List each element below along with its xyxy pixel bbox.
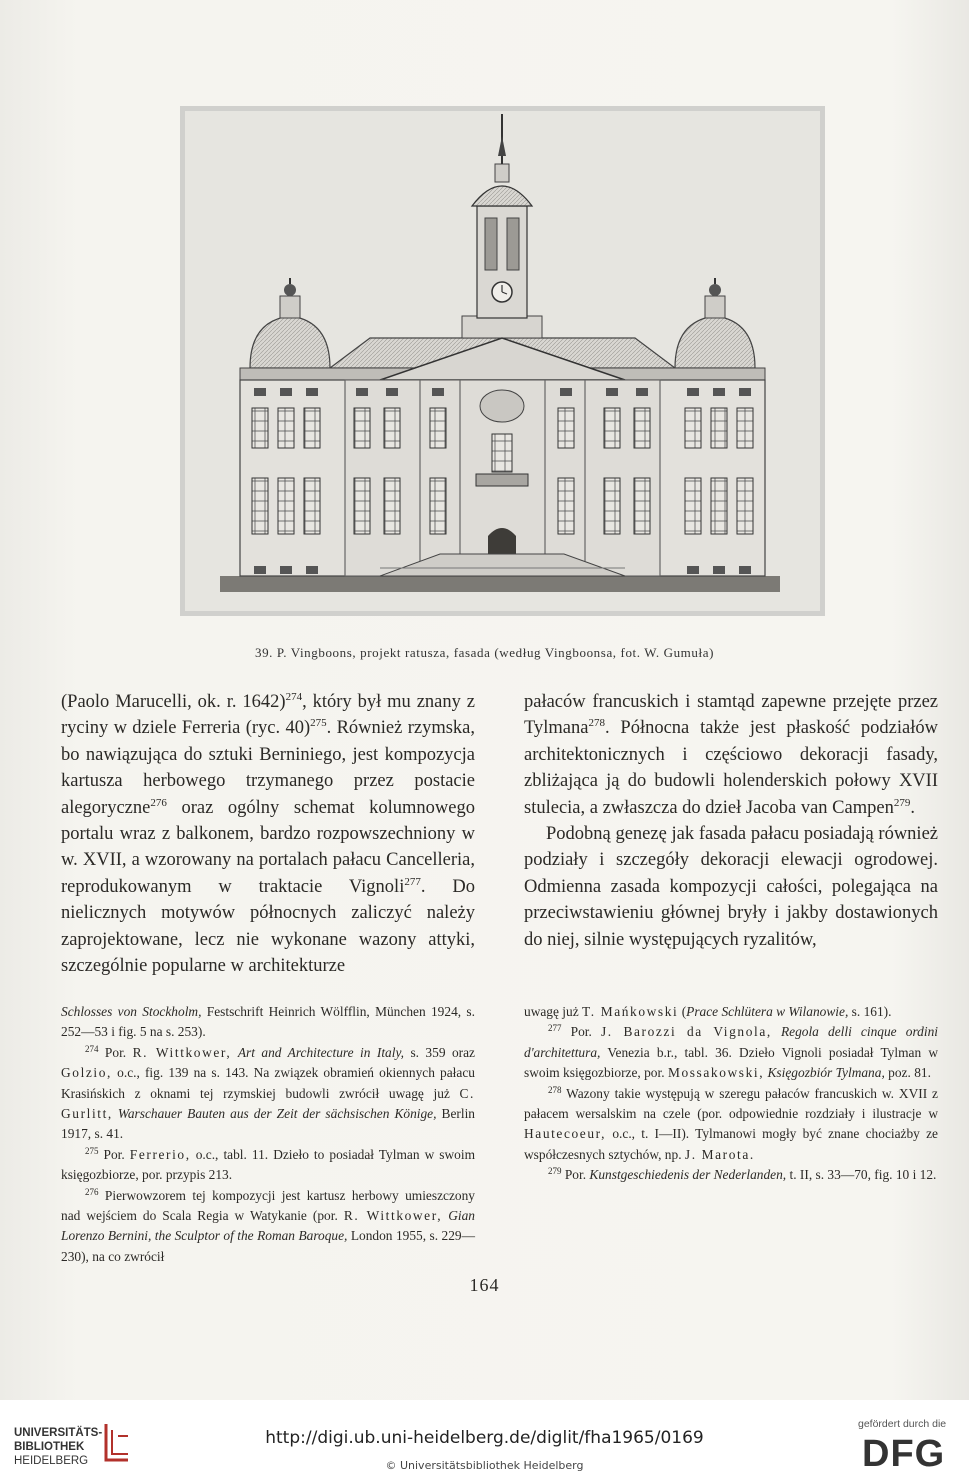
footer-url-link[interactable]: http://digi.ub.uni-heidelberg.de/diglit/fha1965/0169 [265, 1428, 704, 1448]
footer-copyright: © Universitätsbibliothek Heidelberg [385, 1459, 584, 1472]
footnote-275: $^{275}$ Por. Ferrerio, o.c., tabl. 11. Dzieło to posiadał Tylman w swoim księgozbiorze, por. przypis 213. [61, 1145, 475, 1183]
library-logo-text: UNIVERSITÄTS- BIBLIOTHEK HEIDELBERG [14, 1427, 103, 1467]
sponsor-note: gefördert durch die [858, 1418, 947, 1430]
cartouche [480, 390, 524, 422]
footnote-276: $^{276}$ Pierwowzorem tej kompozycji jest kartusz herbowy umieszczony nad wejściem do Scala Regia w Watykanie (por. R. Wittkower, Gian Lorenzo Bernini, the Sculptor of the Roman Baroque, London 1955, s. 229—230), na co zwrócił [61, 1186, 476, 1264]
facade-engraving [180, 106, 825, 616]
dfg-logo: DFG [862, 1433, 946, 1475]
footnote-continuation: uwagę już T. Mańkowski (Prace Schlütera w Wilanowie, s. 161). [524, 1004, 892, 1019]
footnote-continuation: Schlosses von Stockholm, Festschrift Heinrich Wölfflin, München 1924, s. 252—53 i fig. 5 na s. 253). [61, 1004, 475, 1040]
footnote-279: $^{279}$ Por. Kunstgeschiedenis der Nederlanden, t. II, s. 33—70, fig. 10 i 12. [548, 1166, 937, 1183]
ground-line [220, 576, 780, 592]
body-paragraph: Podobną genezę jak fasada pałacu posiadają również podziały i szczegóły dekoracji elewacji ogrodowej. Odmienna zasada kompozycji całości, polegająca na przeciwstawieniu głównej bryły i jakby dostawionych do niej, silnie występujących ryzalitów, [524, 824, 938, 950]
footnotes-left [61, 1002, 475, 1267]
footnote-277: $^{277}$ Por. J. Barozzi da Vignola, Regola delli cinque ordini d'architettura, Venezia b.r., tabl. 36. Dzieło Vignoli posiadał Tylman w swoim księgozbiorze, por. Mossakowski, Księgozbiór Tylmana, poz. 81. [524, 1023, 938, 1081]
facade-illustration [180, 106, 825, 616]
footnote-278: $^{278}$ Wazony takie występują w szeregu pałaców francuskich w. XVII z pałacem wersalskim na czele (por. odpowiednie rozdziały i ilustracje w Hautecoeur, o.c., t. I—II). Tylmanowi mogły być znane chociażby ze współczesnych sztychów, np. J. Marota. [524, 1084, 938, 1162]
body-column-right [524, 689, 938, 953]
footnote-274: $^{274}$ Por. R. Wittkower, Art and Architecture in Italy, s. 359 oraz Golzio, o.c., fig. 139 na s. 143. Na związek obramień okiennych pałacu Krasińskich z oknami tej rzymskiej budowli zwrócił uwagę już C. Gurlitt, Warschauer Bauten aus der Zeit der sächsischen Könige, Berlin 1917, s. 41. [61, 1043, 475, 1142]
body-column-left [61, 689, 475, 979]
body-paragraph: pałaców francuskich i stamtąd zapewne przejęte przez Tylmana$^{278}$. Północna także jest płaskość podziałów architektonicznych i częściowo dekoracji fasady, zbliżająca ją do budowli holenderskich połowy XVII stulecia, a zwłaszcza do dzieł Jacoba van Campen$^{279}$. [524, 692, 938, 818]
body-paragraph: (Paolo Marucelli, ok. r. 1642)$^{274}$, który był mu znany z ryciny w dziele Ferreria (ryc. 40)$^{275}$. Również rzymska, bo nawiązująca do sztuki Berniniego, jest kompozycja kartusza herbowego trzymanego przez postacie alegoryczne$^{276}$ oraz ogólny schemat kolumnowego portalu wraz z balkonem, bardzo rozpowszechniony w w. XVII, a wzorowany na portalach pałacu Cancelleria, reprodukowanym w traktacie Vignoli$^{277}$. Do nielicznych motywów północnych zaliczyć należy zaprojektowane, lecz nie wykonane wazony attyki, szczególnie popularne w architekturze [61, 691, 476, 977]
footnotes-right [524, 1002, 938, 1186]
balcony [476, 474, 528, 486]
page-number: 164 [469, 1275, 500, 1295]
figure-caption: 39. P. Vingboons, projekt ratusza, fasada (według Vingboonsa, fot. W. Gumuła) [254, 645, 715, 660]
